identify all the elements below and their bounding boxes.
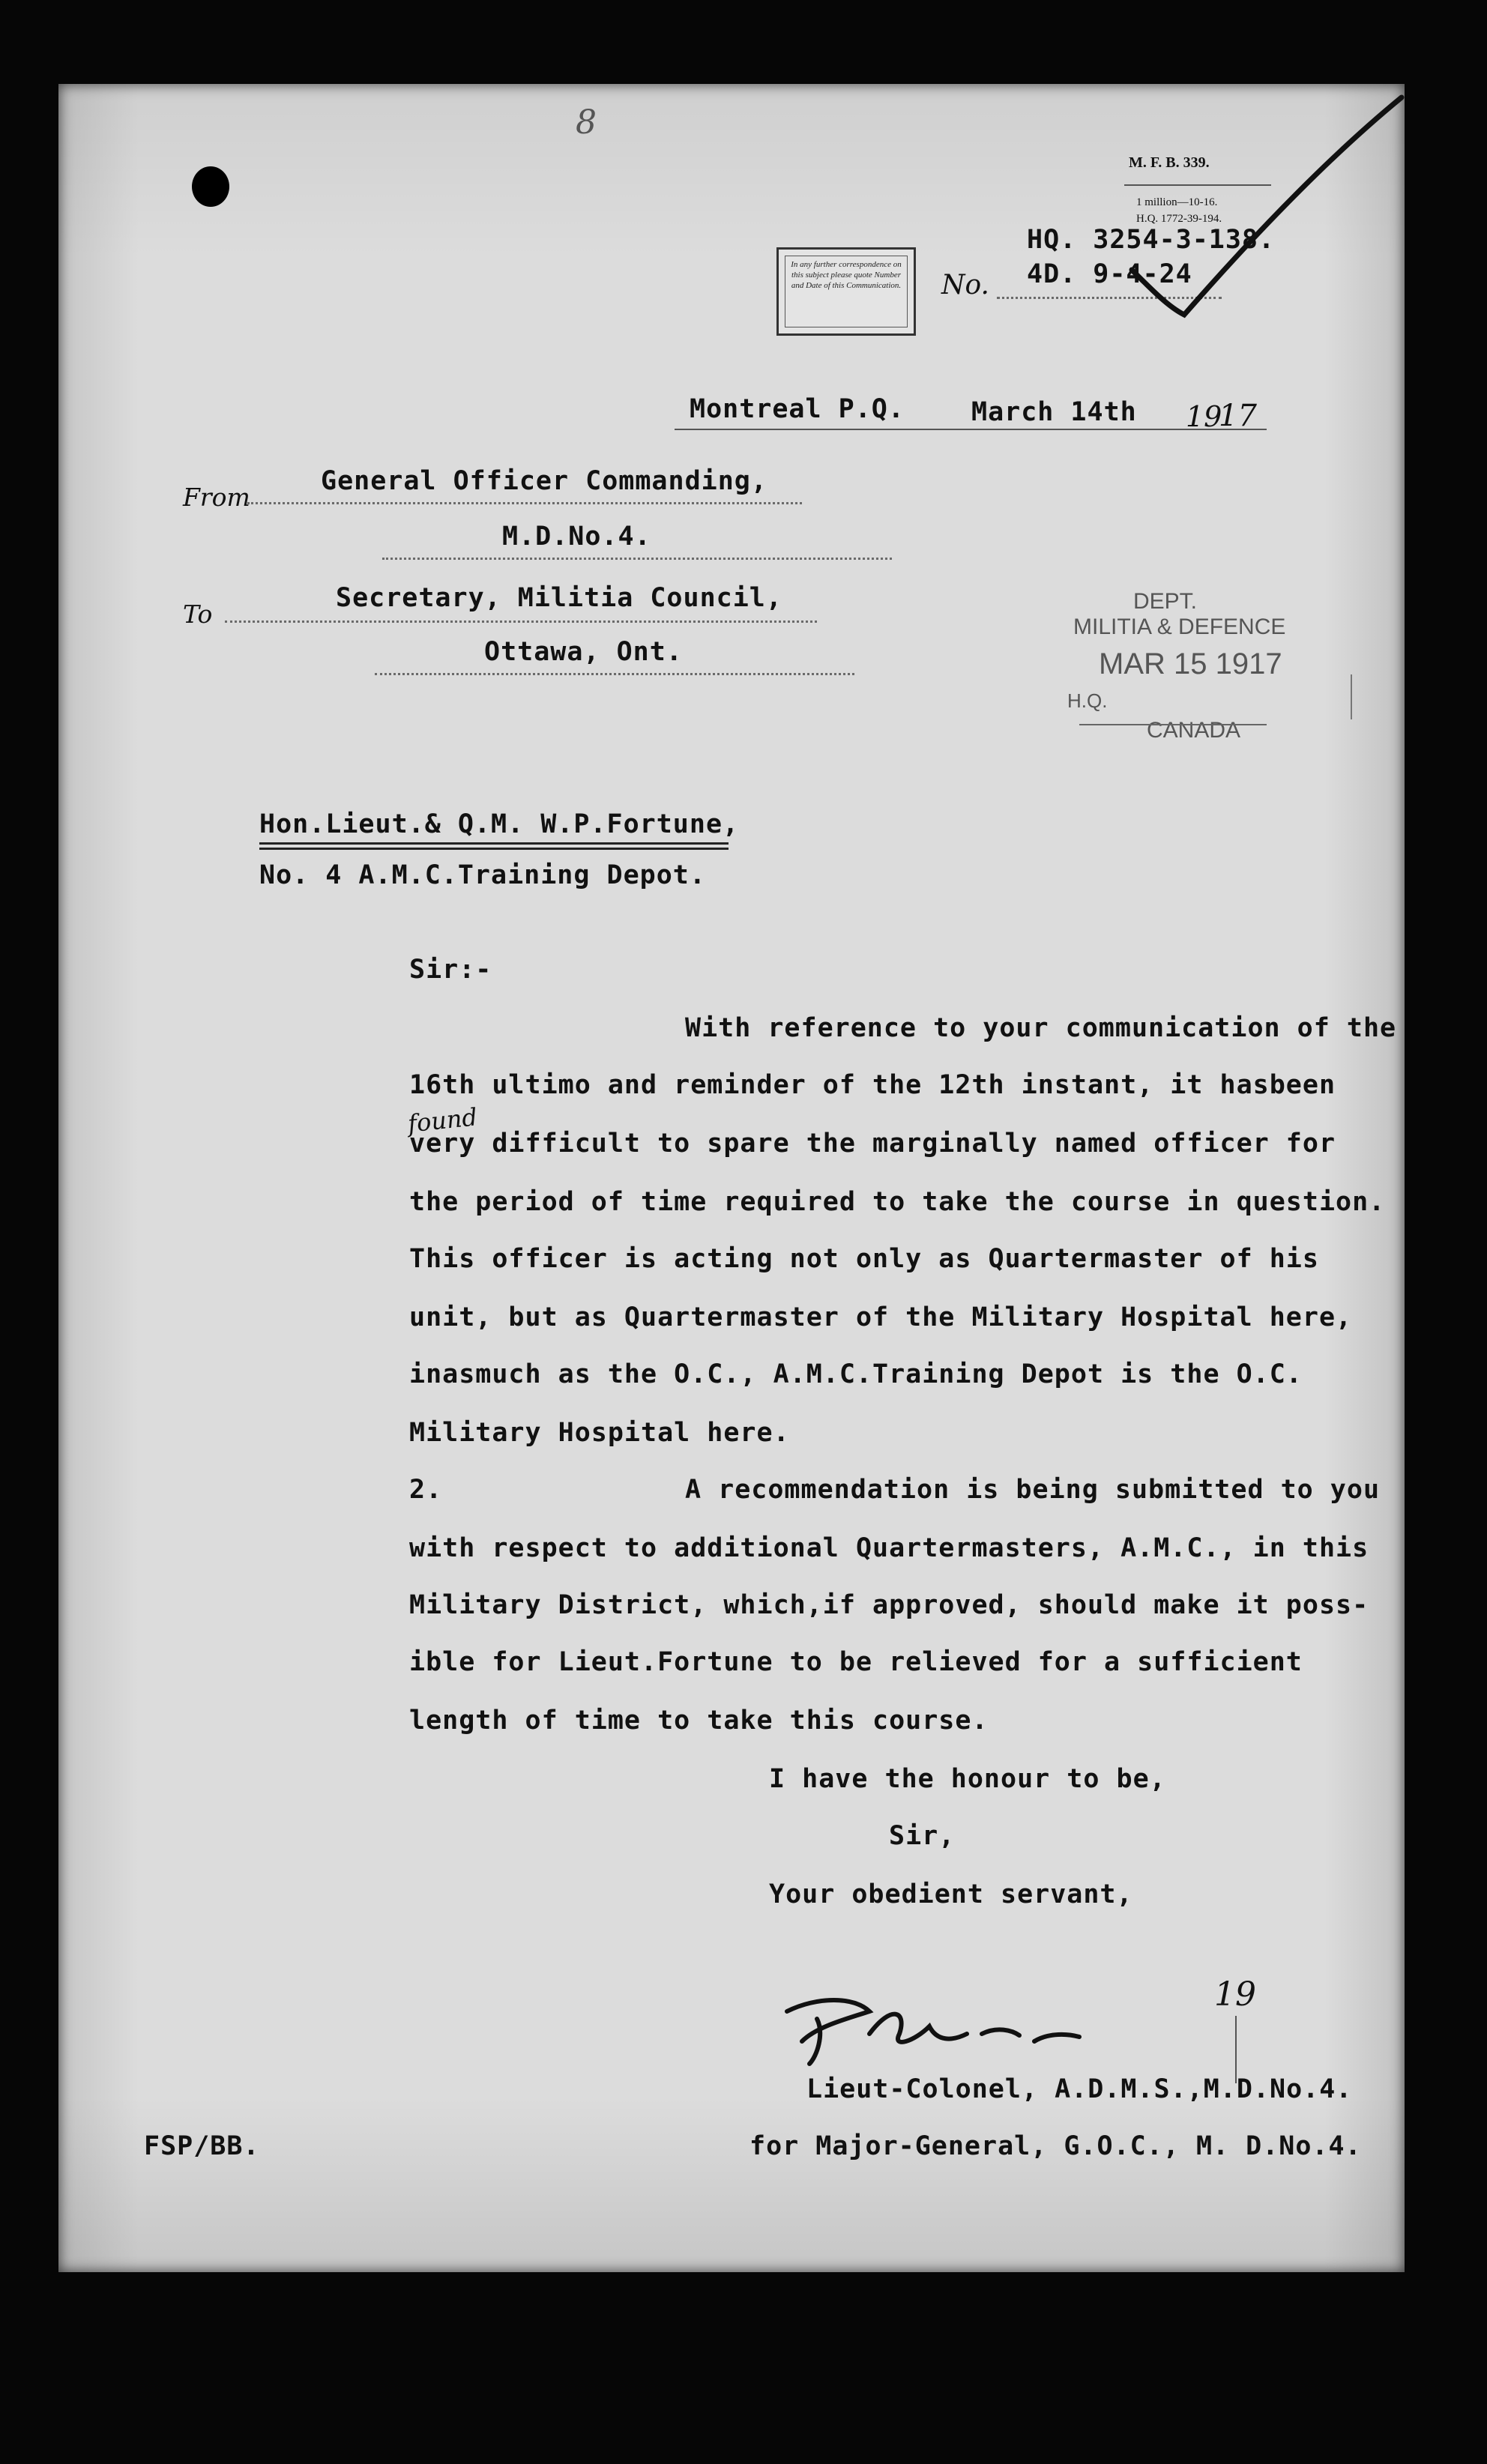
subject-line1: Hon.Lieut.& Q.M. W.P.Fortune, [259,809,740,839]
form-print-line1: 1 million—10-16. [1136,196,1218,208]
signer-for: for Major-General, G.O.C., M. D.No.4. [749,2131,1362,2161]
reference-notice-box [776,247,916,336]
year-suffix: 17 [1219,399,1257,433]
para2-line2: with respect to additional Quartermasters, A.M.C., in this [409,1533,1369,1563]
file-number-hq: HQ. 3254-3-138. [1027,225,1276,255]
para1-line8: Military Hospital here. [409,1418,790,1448]
margin-number: 19 [1214,1975,1256,2014]
closing-line1: I have the honour to be, [769,1764,1166,1794]
date-rule [675,429,1267,430]
from-line1: General Officer Commanding, [321,466,767,496]
para1-line2: 16th ultimo and reminder of the 12th instant, it hasbeen [409,1070,1336,1100]
to-line2: Ottawa, Ont. [484,637,683,667]
from-rule2 [382,558,892,560]
para2-line1: A recommendation is being submitted to you [685,1475,1381,1505]
number-label: No. [941,270,989,301]
top-pencil-mark: 8 [576,103,597,142]
subject-line2: No. 4 A.M.C.Training Depot. [259,860,706,890]
date: March 14th [971,397,1137,427]
form-print-line2: H.Q. 1772-39-194. [1136,213,1222,225]
from-line2: M.D.No.4. [502,522,651,552]
para2-line4: ible for Lieut.Fortune to be relieved for a sufficient [409,1647,1303,1677]
place: Montreal P.Q. [690,394,905,424]
para2-line3: Military District, which,if approved, should make it poss- [409,1590,1369,1620]
received-stamp-line4: H.Q. [1067,689,1108,712]
form-code: M. F. B. 339. [1129,154,1210,171]
check-mark-icon [1124,82,1409,330]
from-label: From [183,483,250,512]
para1-line4: the period of time required to take the course in question. [409,1187,1386,1217]
to-rule1 [225,620,817,623]
received-stamp-line5: CANADA [1147,718,1241,743]
file-number-local: 4D. 9-4-24 [1027,259,1192,289]
para2-number: 2. [409,1475,443,1505]
para1-line3: very difficult to spare the marginally named officer for [409,1129,1336,1159]
para2-line5: length of time to take this course. [409,1706,989,1736]
margin-number-rule [1235,2016,1237,2083]
to-label: To [183,600,213,629]
received-stamp-line1: DEPT. [1133,589,1198,614]
closing-line2: Sir, [889,1821,956,1851]
signer-title: Lieut-Colonel, A.D.M.S.,M.D.No.4. [806,2074,1353,2104]
punch-hole [192,166,229,207]
closing-line3: Your obedient servant, [769,1879,1133,1909]
to-line1: Secretary, Militia Council, [336,583,782,613]
para1-line1: With reference to your communication of the [685,1013,1397,1043]
handwritten-signature [772,1989,1087,2071]
received-stamp-date: MAR 15 1917 [1099,647,1282,680]
received-stamp-line2: MILITIA & DEFENCE [1073,615,1286,639]
typist-initials: FSP/BB. [144,2131,260,2161]
reference-notice-text: In any further correspondence on this subject please quote Number and Date of this Communication. [785,256,908,327]
from-rule1 [247,502,802,504]
handwritten-insert: found [406,1102,479,1138]
year-prefix: 19 [1186,400,1222,433]
salutation: Sir:- [409,955,492,985]
to-rule2 [375,673,854,675]
para1-line6: unit, but as Quartermaster of the Military Hospital here, [409,1302,1353,1332]
subject-underline [259,842,729,850]
stamp-rule [1079,724,1267,725]
para1-line5: This officer is acting not only as Quartermaster of his [409,1244,1319,1274]
para1-line7: inasmuch as the O.C., A.M.C.Training Depot is the O.C. [409,1359,1303,1389]
margin-mark [1351,674,1352,719]
